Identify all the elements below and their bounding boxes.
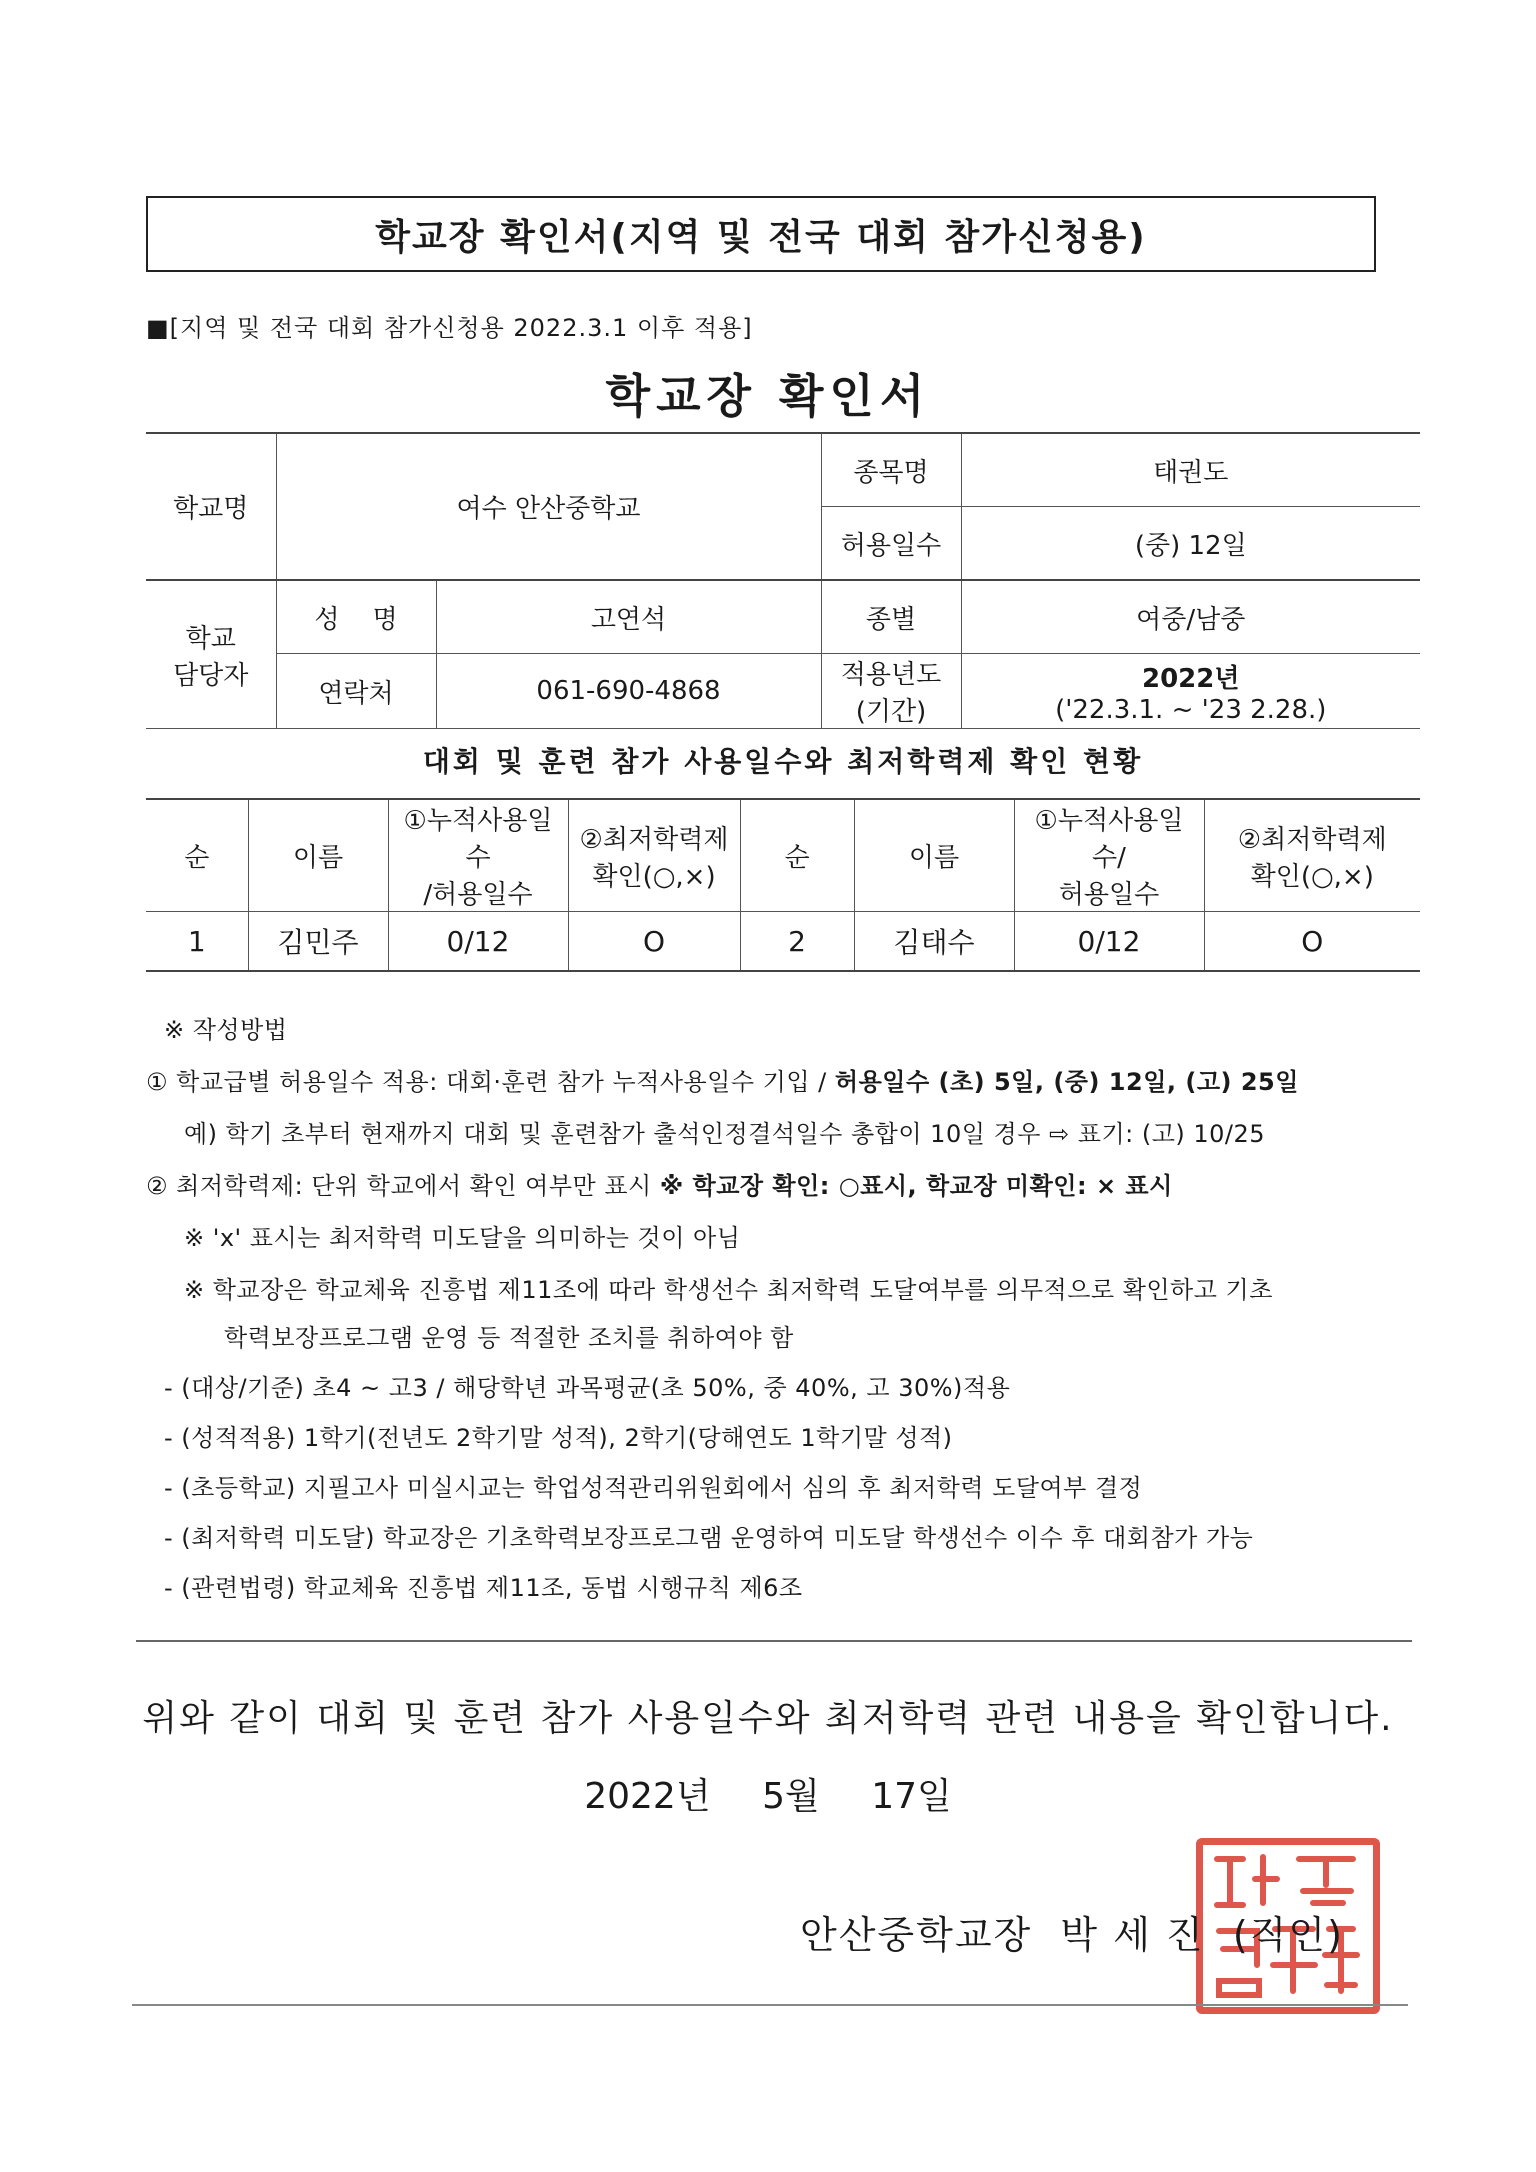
header-check-1-line2: 확인(○,×) bbox=[592, 861, 716, 892]
instruction-item-1 bbox=[146, 1062, 1299, 1097]
main-heading: 학교장 확인서 bbox=[605, 369, 931, 423]
status-table bbox=[146, 798, 1420, 972]
date-month: 5월 bbox=[762, 1776, 820, 1817]
header-no-1: 순 bbox=[146, 799, 248, 912]
category-label: 종별 bbox=[821, 580, 961, 654]
period-value: ('22.3.1. ~ '23 2.28.) bbox=[1055, 694, 1327, 725]
bullet-elementary: - (초등학교) 지필고사 미실시교는 학업성적관리위원회에서 심의 후 최저학력 도달여부 결정 bbox=[164, 1474, 1143, 1502]
header-name-1: 이름 bbox=[248, 799, 388, 912]
date-year: 2022년 bbox=[584, 1776, 711, 1817]
instruction-item-2-bold: ※ 학교장 확인: ○표시, 학교장 미확인: × 표시 bbox=[659, 1172, 1173, 1200]
bottom-divider bbox=[132, 2004, 1408, 2006]
row-name: 김태수 bbox=[854, 912, 1014, 972]
year-value-cell bbox=[961, 654, 1420, 729]
phone-label: 연락처 bbox=[276, 654, 436, 729]
note-x-mark: ※ 'x' 표시는 최저학력 미도달을 의미하는 것이 아님 bbox=[184, 1224, 741, 1252]
date-day: 17일 bbox=[871, 1776, 952, 1817]
info-table bbox=[146, 432, 1420, 729]
status-heading: 대회 및 훈련 참가 사용일수와 최저학력제 확인 현황 bbox=[422, 745, 1144, 778]
header-check-2-line1: ②최저학력제 bbox=[1237, 824, 1387, 855]
header-check-2-line2: 확인(○,×) bbox=[1250, 861, 1374, 892]
header-no-2: 순 bbox=[740, 799, 854, 912]
sport-value: 태권도 bbox=[961, 433, 1420, 507]
header-check-2 bbox=[1204, 799, 1420, 912]
document-title: 학교장 확인서(지역 및 전국 대회 참가신청용) bbox=[375, 216, 1147, 258]
note-principal-line1: ※ 학교장은 학교체육 진흥법 제11조에 따라 학생선수 최저학력 도달여부를 의무적으로 확인하고 기초 bbox=[184, 1276, 1273, 1304]
subtitle-note: ■[지역 및 전국 대회 참가신청용 2022.3.1 이후 적용] bbox=[146, 314, 753, 342]
row-check: O bbox=[568, 912, 740, 972]
row-days: 0/12 bbox=[1014, 912, 1204, 972]
header-check-1-line1: ②최저학력제 bbox=[579, 824, 729, 855]
instruction-item-1-text: ① 학교급별 허용일수 적용: 대회·훈련 참가 누적사용일수 기입 / bbox=[146, 1068, 835, 1096]
person-name-value: 고연석 bbox=[436, 580, 821, 654]
header-name-2: 이름 bbox=[854, 799, 1014, 912]
person-name-label: 성 명 bbox=[276, 580, 436, 654]
contact-group-label bbox=[146, 580, 276, 729]
contact-group-label-line2: 담당자 bbox=[173, 660, 249, 691]
year-label bbox=[821, 654, 961, 729]
signer-line: 안산중학교장 박 세 진 (직인) bbox=[800, 1913, 1344, 1957]
sport-label: 종목명 bbox=[821, 433, 961, 507]
document-date bbox=[0, 1768, 1536, 1819]
instruction-item-1-bold: 허용일수 (초) 5일, (중) 12일, (고) 25일 bbox=[834, 1068, 1299, 1096]
row-no: 2 bbox=[740, 912, 854, 972]
row-no: 1 bbox=[146, 912, 248, 972]
header-days-1-line2: /허용일수 bbox=[423, 880, 533, 910]
header-days-2 bbox=[1014, 799, 1204, 912]
bullet-target: - (대상/기준) 초4 ~ 고3 / 해당학년 과목평균(초 50%, 중 40%, 고 30%)적용 bbox=[164, 1374, 1011, 1402]
allowed-days-label: 허용일수 bbox=[821, 507, 961, 581]
header-check-1 bbox=[568, 799, 740, 912]
instruction-item-2-text: ② 최저학력제: 단위 학교에서 확인 여부만 표시 bbox=[146, 1172, 660, 1200]
phone-value: 061-690-4868 bbox=[436, 654, 821, 729]
header-days-2-line1: ①누적사용일수/ bbox=[1034, 806, 1184, 873]
header-days-1-line1: ①누적사용일수 bbox=[403, 806, 553, 873]
instructions-heading: ※ 작성방법 bbox=[164, 1016, 288, 1044]
instruction-example: 예) 학기 초부터 현재까지 대회 및 훈련참가 출석인정결석일수 총합이 10일 경우 ⇨ 표기: (고) 10/25 bbox=[184, 1120, 1266, 1148]
bullet-grades: - (성적적용) 1학기(전년도 2학기말 성적), 2학기(당해연도 1학기말 성적) bbox=[164, 1424, 953, 1452]
row-name: 김민주 bbox=[248, 912, 388, 972]
year-label-line2: (기간) bbox=[855, 697, 927, 727]
confirmation-statement: 위와 같이 대회 및 훈련 참가 사용일수와 최저학력 관련 내용을 확인합니다. bbox=[142, 1698, 1394, 1739]
divider bbox=[136, 1640, 1412, 1642]
table-row bbox=[146, 912, 1420, 972]
row-check: O bbox=[1204, 912, 1420, 972]
header-days-2-line2: 허용일수 bbox=[1058, 880, 1160, 910]
note-principal-line2: 학력보장프로그램 운영 등 적절한 조치를 취하여야 함 bbox=[224, 1324, 794, 1352]
school-name-label: 학교명 bbox=[146, 433, 276, 580]
year-value: 2022년 bbox=[1142, 663, 1240, 694]
document-title-box bbox=[146, 196, 1376, 272]
bullet-below-standard: - (최저학력 미도달) 학교장은 기초학력보장프로그램 운영하여 미도달 학생선수 이수 후 대회참가 가능 bbox=[164, 1524, 1254, 1552]
header-days-1 bbox=[388, 799, 568, 912]
category-value: 여중/남중 bbox=[961, 580, 1420, 654]
row-days: 0/12 bbox=[388, 912, 568, 972]
allowed-days-value: (중) 12일 bbox=[961, 507, 1420, 581]
instruction-item-2 bbox=[146, 1166, 1173, 1201]
bullet-laws: - (관련법령) 학교체육 진흥법 제11조, 동법 시행규칙 제6조 bbox=[164, 1574, 803, 1602]
year-label-line1: 적용년도 bbox=[840, 660, 942, 690]
school-name-value: 여수 안산중학교 bbox=[276, 433, 821, 580]
contact-group-label-line1: 학교 bbox=[185, 623, 236, 654]
